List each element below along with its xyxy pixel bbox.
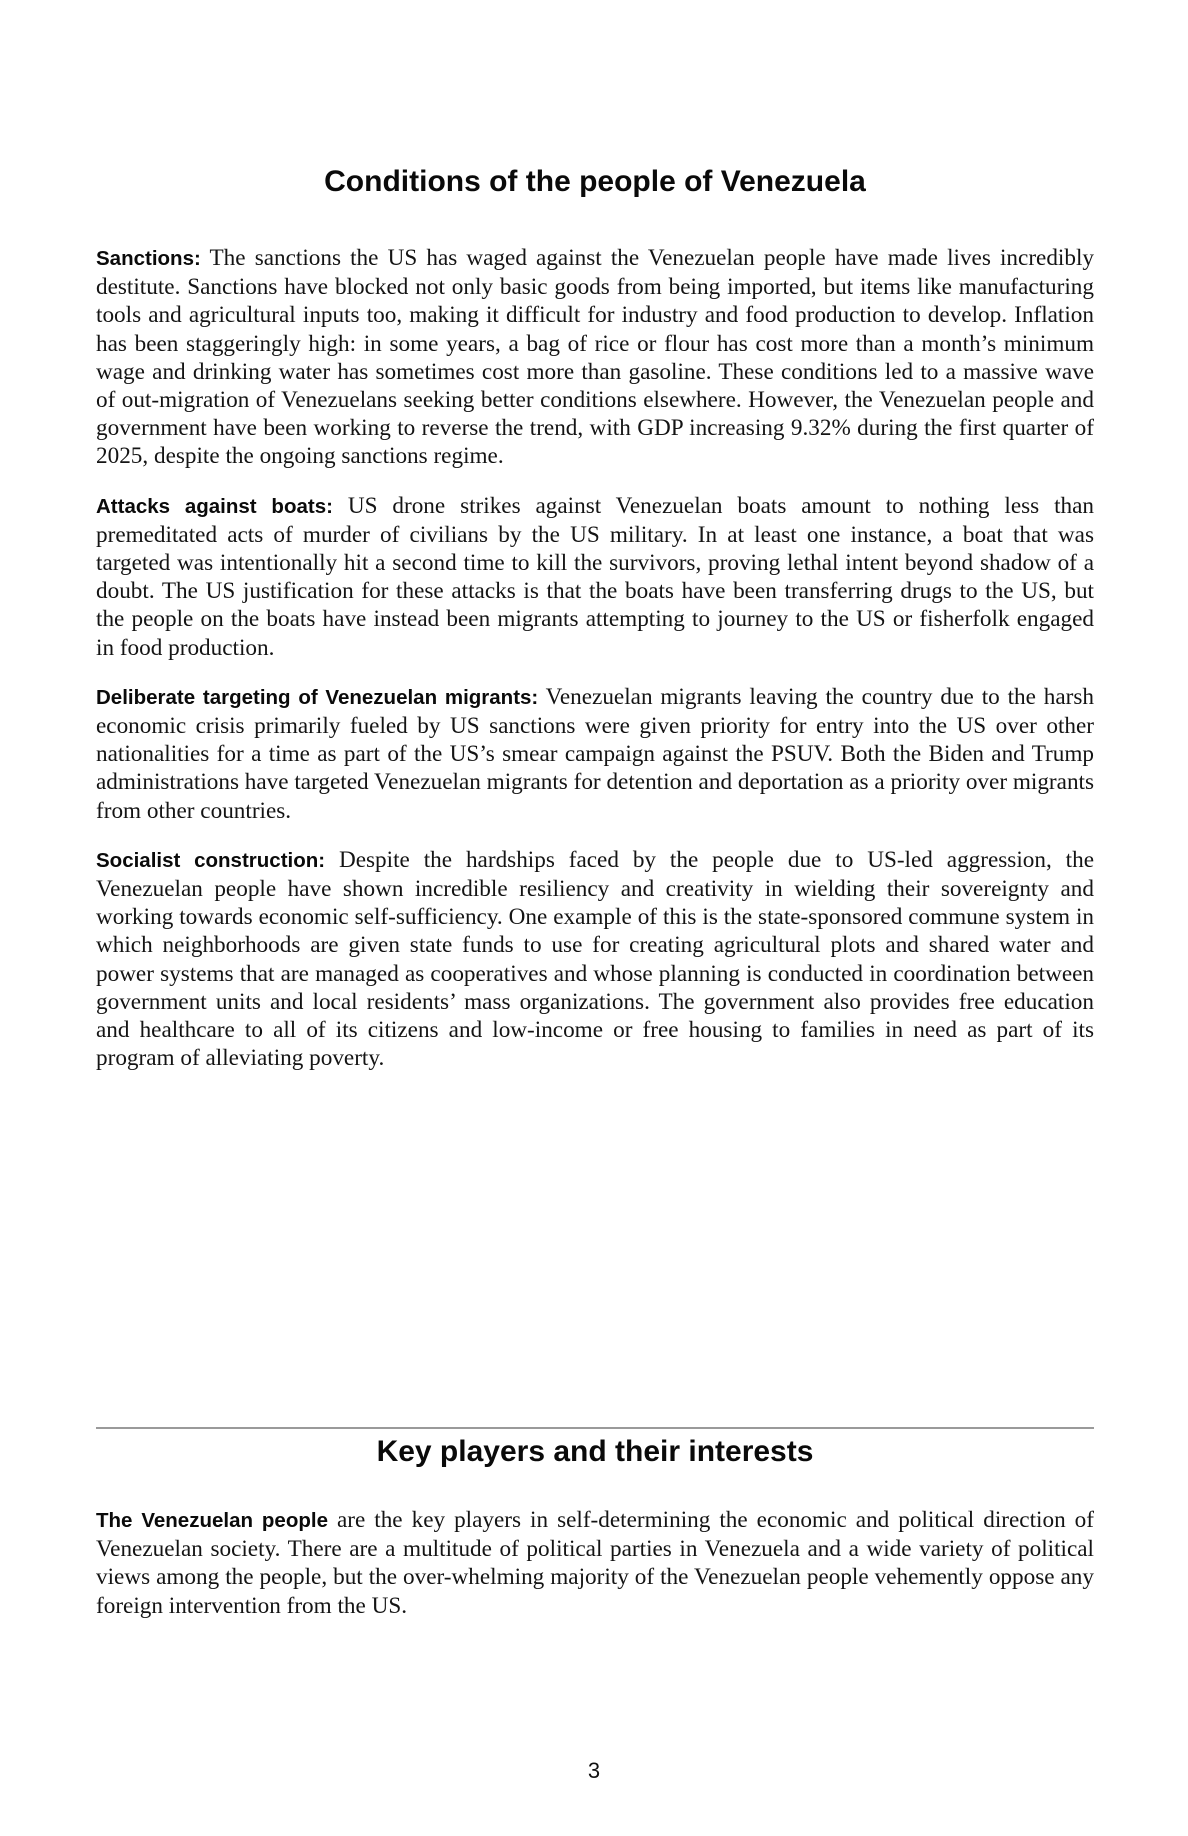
section-heading-key-players: Key players and their interests bbox=[376, 1435, 814, 1468]
paragraph-text: The sanctions the US has waged against the Venezuelan people have made lives incredibly destitute. Sanctions have blocked not only basic goods from being imported, but items like manufacturing tools and agricultural inputs too, making it difficult for industry and food production to develop. Inflation has been staggeringly high: in some years, a bag of rice or flour has cost more than a month’s minimum wage and drinking water has sometimes cost more than gasoline. These conditions led to a massive wave of out-migration of Venezuelans seeking better conditions elsewhere. However, the Venezuelan people and government have been working to reverse the trend, with GDP increasing 9.32% during the first quarter of 2025, despite the ongoing sanctions regime. bbox=[96, 245, 1094, 470]
paragraph-socialist-construction bbox=[96, 846, 1094, 1073]
paragraph-text: US drone strikes against Venezuelan boats amount to nothing less than premeditated acts of murder of civilians by the US military. In at least one instance, a boat that was targeted was intentionally hit a second time to kill the survivors, proving lethal intent beyond shadow of a doubt. The US justification for these attacks is that the boats have been transferring drugs to the US, but the people on the boats have instead been migrants attempting to journey to the US or fisherfolk engaged in food production. bbox=[96, 492, 1094, 661]
section-body-key-players bbox=[96, 1506, 1094, 1641]
paragraph-text: Despite the hardships faced by the people due to US-led aggression, the Venezuelan people have shown incredible resiliency and creativity in wielding their sovereignty and working towards economic self-sufficiency. One example of this is the state-sponsored commune system in which neighborhoods are given state funds to use for creating agricultural plots and shared water and power systems that are managed as cooperatives and whose planning is conducted in coordination between government units and local residents’ mass organizations. The government also provides free education and healthcare to all of its citizens and low-income or free housing to families in need as part of its program of alleviating poverty. bbox=[96, 846, 1094, 1072]
paragraph-text: Venezuelan migrants leaving the country due to the harsh economic crisis primarily fueled by US sanctions were given priority for entry into the US over other nationalities for a time as part of the US’s smear campaign against the PSUV. Both the Biden and Trump administrations have targeted Venezuelan migrants for detention and deportation as a priority over migrants from other countries. bbox=[96, 683, 1094, 824]
paragraph-lead: Socialist construction: bbox=[96, 848, 326, 872]
paragraph-lead: The Venezuelan people bbox=[96, 1509, 328, 1532]
paragraph-sanctions bbox=[96, 244, 1094, 471]
paragraph-lead: Attacks against boats: bbox=[96, 494, 333, 518]
page-number: 3 bbox=[587, 1758, 601, 1783]
paragraph-lead: Deliberate targeting of Venezuelan migrants: bbox=[96, 685, 539, 709]
paragraph-text: are the key players in self-determining the economic and political direction of Venezuelan society. There are a multitude of political parties in Venezuela and a wide variety of political views among the people, but the over-whelming majority of the Venezuelan people vehemently oppose any foreign intervention from the US. bbox=[96, 1507, 1094, 1619]
section-divider bbox=[96, 1427, 1094, 1429]
paragraph-targeting-migrants bbox=[96, 683, 1094, 825]
paragraph-venezuelan-people bbox=[96, 1506, 1094, 1620]
section-body-conditions bbox=[96, 244, 1094, 1093]
paragraph-lead: Sanctions: bbox=[96, 247, 201, 270]
paragraph-attacks-against-boats bbox=[96, 492, 1094, 662]
section-heading-conditions: Conditions of the people of Venezuela bbox=[324, 165, 866, 198]
